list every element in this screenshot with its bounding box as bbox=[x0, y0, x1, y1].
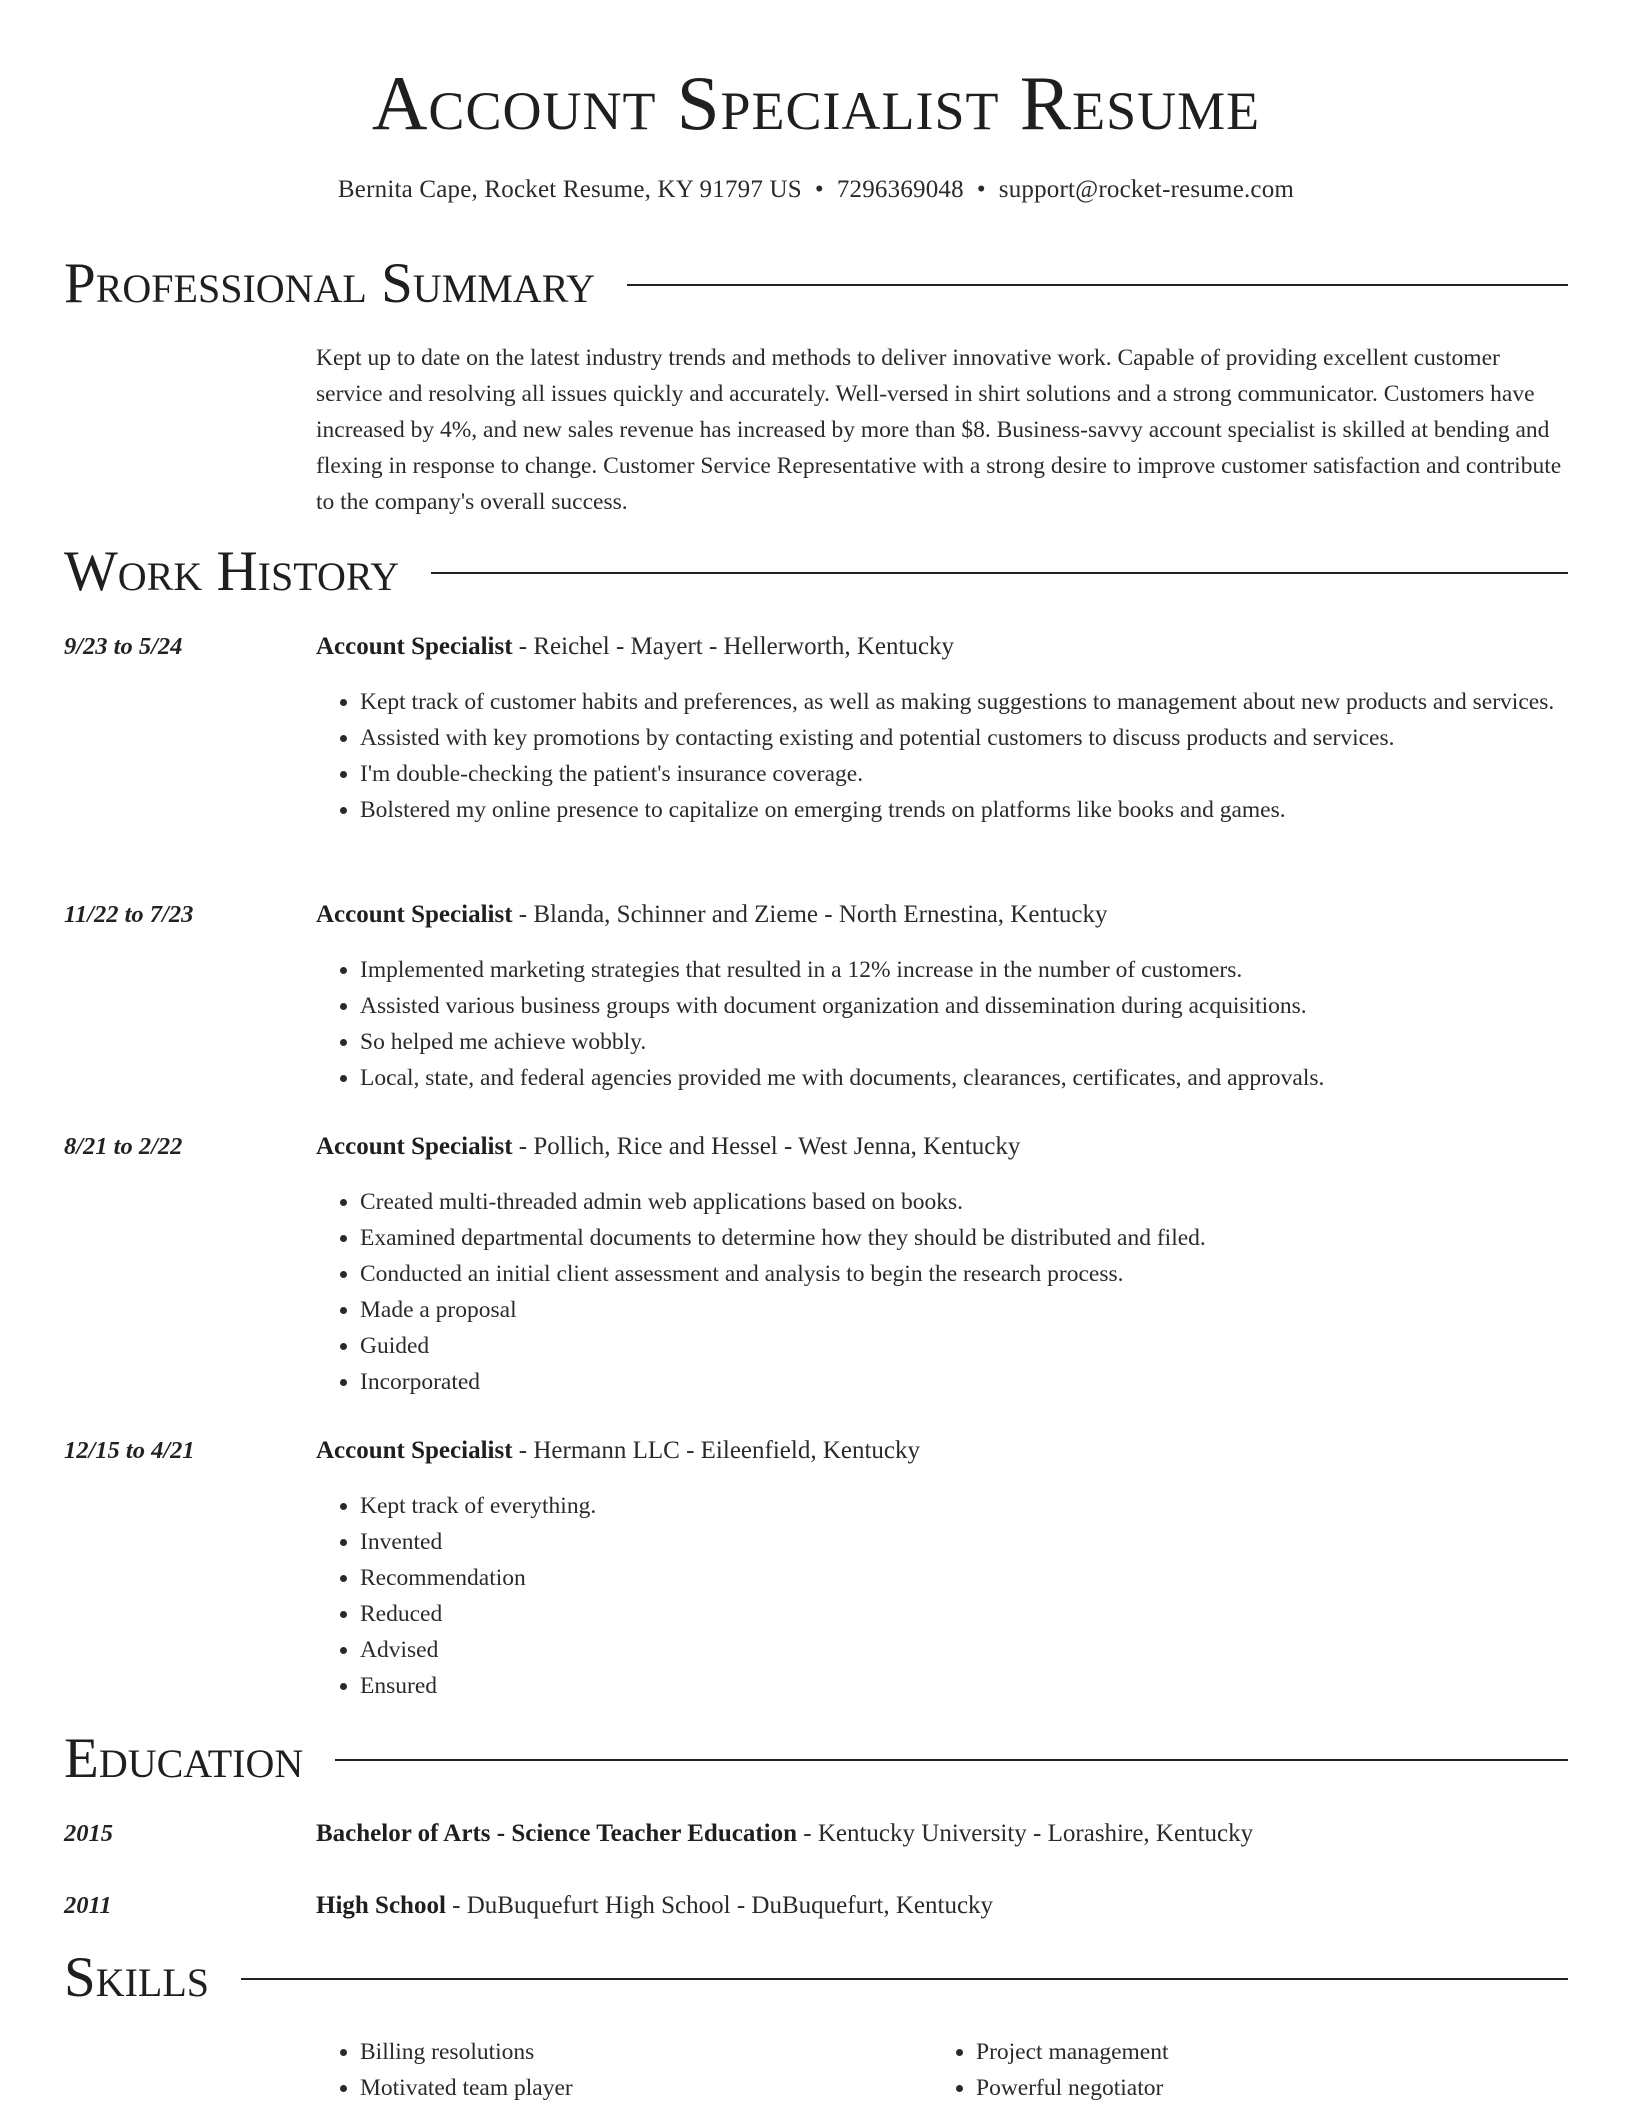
work-heading: Work History bbox=[64, 540, 400, 603]
skills-section-header bbox=[64, 1946, 1568, 2010]
skills-list-right bbox=[932, 2034, 1576, 2106]
job-details: - Hermann LLC - Eileenfield, Kentucky bbox=[512, 1437, 921, 1464]
job-bullets bbox=[316, 952, 1568, 1096]
job-bullet: • Guided bbox=[360, 1328, 1568, 1364]
job-bullet: • I'm double-checking the patient's insurance coverage. bbox=[360, 756, 1568, 792]
job-bullet: • Local, state, and federal agencies provided me with documents, clearances, certificates, and approvals. bbox=[360, 1060, 1568, 1096]
job-dates: 9/23 to 5/24 bbox=[64, 633, 183, 660]
job-bullet: • Conducted an initial client assessment and analysis to begin the research process. bbox=[360, 1256, 1568, 1292]
job-bullet: • Invented bbox=[360, 1524, 1568, 1560]
contact-separator: • bbox=[976, 176, 986, 203]
skill-item: • Project management bbox=[976, 2034, 1576, 2070]
summary-section-header bbox=[64, 252, 1568, 316]
section-divider bbox=[431, 572, 1568, 574]
contact-email: support@rocket-resume.com bbox=[998, 176, 1295, 203]
job-header bbox=[316, 1434, 1568, 1468]
contact-line bbox=[0, 174, 1632, 206]
job-bullet: • Made a proposal bbox=[360, 1292, 1568, 1328]
work-section-header bbox=[64, 540, 1568, 604]
job-bullet: • Advised bbox=[360, 1632, 1568, 1668]
education-entry bbox=[316, 1817, 1568, 1851]
job-bullet: • Implemented marketing strategies that resulted in a 12% increase in the number of customers. bbox=[360, 952, 1568, 988]
job-bullets bbox=[316, 1488, 1568, 1704]
education-year: 2015 bbox=[64, 1820, 113, 1847]
skill-item: • Powerful negotiator bbox=[976, 2070, 1576, 2106]
skills-heading: Skills bbox=[64, 1946, 210, 2009]
education-year: 2011 bbox=[64, 1892, 112, 1919]
education-details: - DuBuquefurt High School - DuBuquefurt, Kentucky bbox=[445, 1892, 994, 1919]
job-bullet: • Reduced bbox=[360, 1596, 1568, 1632]
job-bullet: • Assisted various business groups with document organization and dissemination during acquisitions. bbox=[360, 988, 1568, 1024]
summary-text: Kept up to date on the latest industry trends and methods to deliver innovative work. Capable of providing excellent customer service and resolving all issues quickly and accurately. Well-versed in shirt solutions and a strong communicator. Customers have increased by 4%, and new sales revenue has increased by more than $8. Business-savvy account specialist is skilled at bending and flexing in response to change. Customer Service Representative with a strong desire to improve customer satisfaction and contribute to the company's overall success. bbox=[316, 345, 1562, 515]
job-bullet: • So helped me achieve wobbly. bbox=[360, 1024, 1568, 1060]
job-bullet: • Recommendation bbox=[360, 1560, 1568, 1596]
job-title: Account Specialist bbox=[316, 901, 513, 928]
contact-address: Bernita Cape, Rocket Resume, KY 91797 US bbox=[337, 176, 802, 203]
education-degree: High School bbox=[316, 1892, 446, 1919]
job-dates: 8/21 to 2/22 bbox=[64, 1133, 183, 1160]
job-bullet: • Examined departmental documents to determine how they should be distributed and filed. bbox=[360, 1220, 1568, 1256]
skill-item: • Motivated team player bbox=[360, 2070, 920, 2106]
job-bullets bbox=[316, 1184, 1568, 1400]
education-heading: Education bbox=[64, 1727, 304, 1790]
job-bullet: • Kept track of customer habits and preferences, as well as making suggestions to management about new products and services. bbox=[360, 684, 1568, 720]
section-divider bbox=[627, 284, 1568, 286]
job-details: - Pollich, Rice and Hessel - West Jenna, Kentucky bbox=[512, 1133, 1021, 1160]
education-entry bbox=[316, 1889, 1568, 1923]
job-details: - Reichel - Mayert - Hellerworth, Kentucky bbox=[512, 633, 955, 660]
job-dates: 12/15 to 4/21 bbox=[64, 1437, 195, 1464]
contact-separator: • bbox=[814, 176, 824, 203]
job-header bbox=[316, 898, 1568, 932]
summary-heading: Professional Summary bbox=[64, 252, 596, 315]
job-title: Account Specialist bbox=[316, 1133, 513, 1160]
job-bullet: • Bolstered my online presence to capitalize on emerging trends on platforms like books and games. bbox=[360, 792, 1568, 828]
job-bullets bbox=[316, 684, 1568, 828]
skill-item: • Billing resolutions bbox=[360, 2034, 920, 2070]
job-bullet: • Assisted with key promotions by contacting existing and potential customers to discuss products and services. bbox=[360, 720, 1568, 756]
education-degree: Bachelor of Arts - Science Teacher Education bbox=[316, 1820, 797, 1847]
education-details: - Kentucky University - Lorashire, Kentucky bbox=[797, 1820, 1254, 1847]
job-title: Account Specialist bbox=[316, 1437, 513, 1464]
skills-list-left bbox=[316, 2034, 920, 2106]
education-section-header bbox=[64, 1727, 1568, 1791]
job-bullet: • Created multi-threaded admin web applications based on books. bbox=[360, 1184, 1568, 1220]
job-bullet: • Ensured bbox=[360, 1668, 1568, 1704]
job-dates: 11/22 to 7/23 bbox=[64, 901, 194, 928]
job-bullet: • Incorporated bbox=[360, 1364, 1568, 1400]
job-header bbox=[316, 630, 1568, 664]
job-bullet: • Kept track of everything. bbox=[360, 1488, 1568, 1524]
section-divider bbox=[335, 1759, 1568, 1761]
section-divider bbox=[241, 1978, 1568, 1980]
job-details: - Blanda, Schinner and Zieme - North Ernestina, Kentucky bbox=[512, 901, 1108, 928]
job-header bbox=[316, 1130, 1568, 1164]
job-title: Account Specialist bbox=[316, 633, 513, 660]
contact-phone: 7296369048 bbox=[836, 176, 964, 203]
resume-title: Account Specialist Resume bbox=[371, 60, 1261, 146]
